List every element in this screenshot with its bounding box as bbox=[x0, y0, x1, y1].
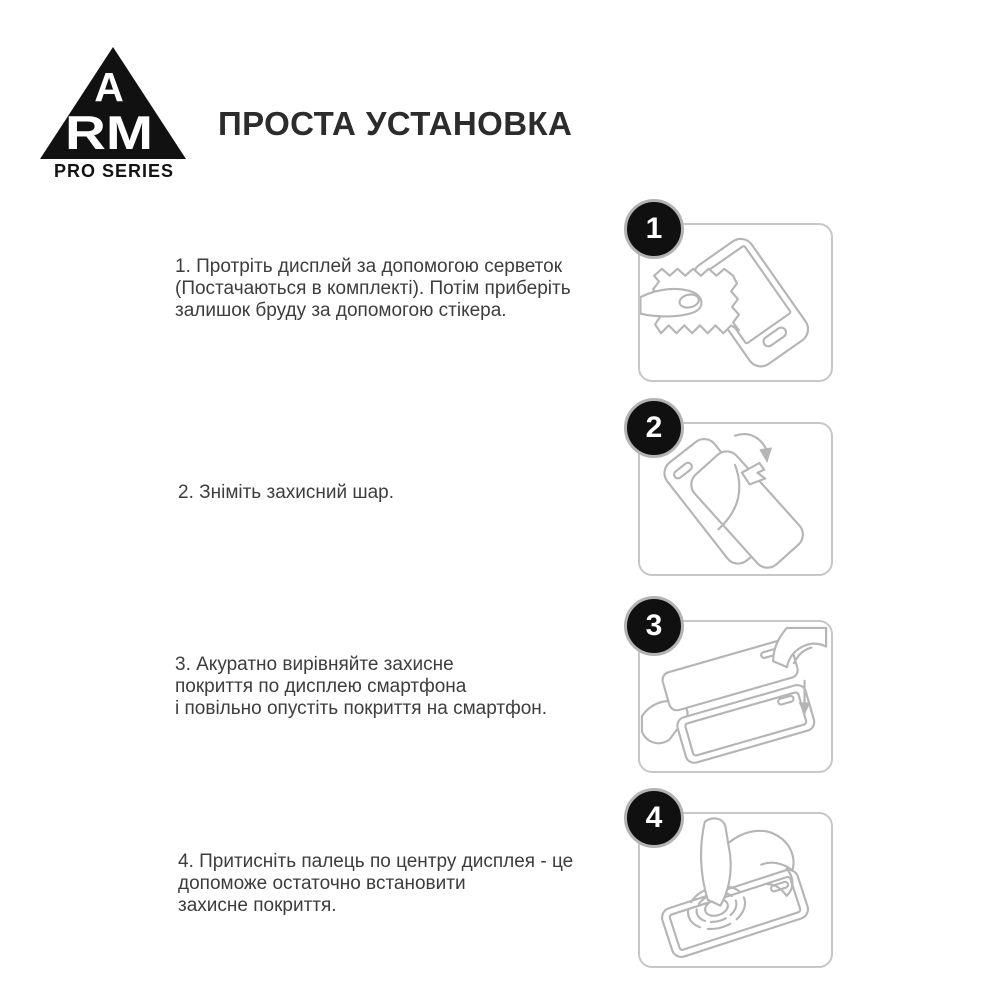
step-4-line-2: допоможе остаточно встановити bbox=[178, 873, 466, 894]
step-4-figure bbox=[638, 801, 833, 968]
step-3-line-2: покриття по дисплею смартфона bbox=[175, 676, 467, 697]
step-1-line-2: (Постачаються в комплекті). Потім приберіть bbox=[175, 278, 571, 299]
step-3-figure bbox=[638, 609, 833, 773]
page-title: ПРОСТА УСТАНОВКА bbox=[218, 105, 573, 142]
step-2-line-1: 2. Зніміть захисний шар. bbox=[178, 482, 395, 503]
step-3-number-badge: 3 bbox=[624, 596, 684, 656]
step-2-number-badge: 2 bbox=[624, 398, 684, 458]
step-1-figure bbox=[638, 212, 833, 382]
logo-letters-rm: RM bbox=[65, 106, 153, 159]
step-1-line-1: 1. Протріть дисплей за допомогою серветок bbox=[175, 256, 563, 277]
folded-fingers bbox=[728, 831, 793, 871]
step-1-instructions bbox=[175, 256, 571, 322]
step-3-instructions bbox=[175, 654, 547, 720]
logo-subtitle: PRO SERIES bbox=[53, 161, 175, 181]
step-1-line-3: залишок бруду за допомогою стікера. bbox=[175, 300, 507, 321]
logo-letter-a: A bbox=[94, 64, 124, 110]
step-2-instructions bbox=[178, 482, 394, 504]
step-3-line-1: 3. Акуратно вирівняйте захисне bbox=[175, 654, 454, 675]
step-2-figure bbox=[638, 411, 833, 576]
peel-arrow-curve bbox=[735, 434, 767, 451]
step-4-line-3: захисне покриття. bbox=[178, 895, 337, 916]
step-4-instructions bbox=[178, 851, 573, 917]
right-hand bbox=[773, 628, 826, 667]
arm-logo-icon bbox=[40, 44, 188, 162]
pressing-finger bbox=[701, 818, 731, 905]
step-1-number-badge: 1 bbox=[624, 199, 684, 259]
step-4-line-1: 4. Притисніть палець по центру дисплея - це bbox=[178, 851, 574, 872]
step-4-number-badge: 4 bbox=[624, 788, 684, 848]
step-3-line-3: і повільно опустіть покриття на смартфон. bbox=[175, 698, 548, 719]
smartphone bbox=[660, 867, 811, 959]
peel-arrow-head bbox=[759, 447, 772, 463]
